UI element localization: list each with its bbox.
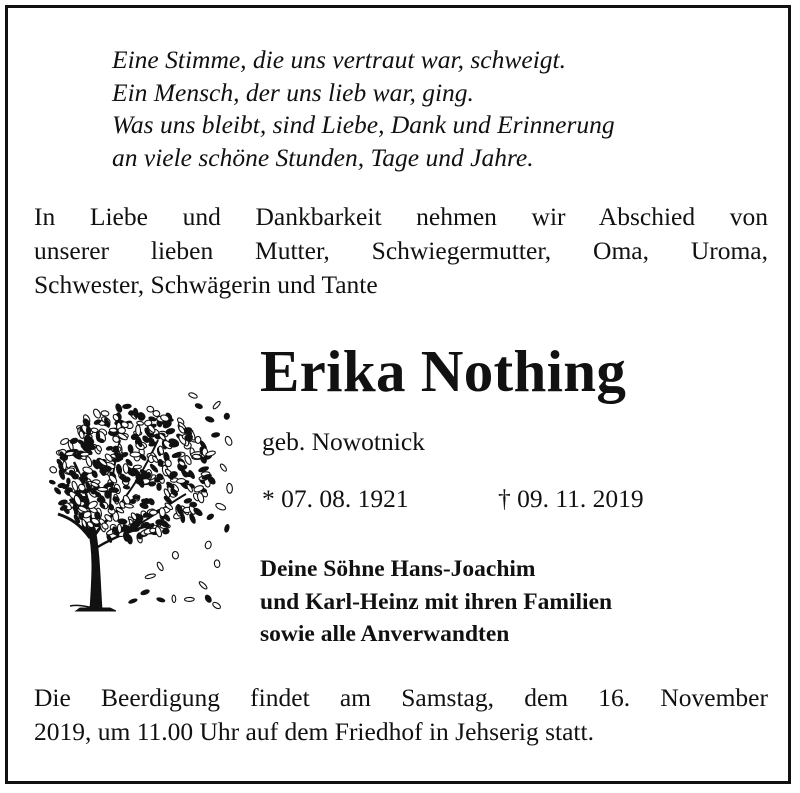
memorial-poem <box>112 44 615 174</box>
poem-line: Eine Stimme, die uns vertraut war, schweigt. <box>112 45 566 74</box>
leaf <box>69 437 78 445</box>
leaf <box>224 524 230 533</box>
leaf <box>198 581 208 590</box>
tree-in-wind-icon <box>40 378 240 614</box>
leaf <box>159 507 166 517</box>
leaf <box>109 428 117 433</box>
leaf <box>185 597 195 601</box>
leaf <box>128 598 138 605</box>
tree-leaves <box>49 392 234 610</box>
leaf <box>165 427 176 435</box>
leaf <box>171 452 182 459</box>
intro-line: Schwester, Schwägerin und Tante <box>34 270 378 299</box>
leaf <box>85 456 93 467</box>
leaf <box>194 403 203 410</box>
leaf <box>145 573 156 579</box>
mourners-list <box>260 553 612 651</box>
leaf <box>211 432 220 438</box>
leaf <box>146 406 154 413</box>
poem-line: an viele schöne Stunden, Tage und Jahre. <box>112 142 534 172</box>
leaf <box>204 541 212 550</box>
leaf <box>219 463 227 472</box>
intro-line: In Liebe und Dankbarkeit nehmen wir Abschied von <box>34 202 768 231</box>
leaf <box>128 410 136 415</box>
leaf <box>215 502 227 511</box>
farewell-intro <box>34 200 768 302</box>
leaf <box>214 560 220 568</box>
funeral-line: Die Beerdigung findet am Samstag, dem 16. November <box>34 683 768 712</box>
leaf <box>180 514 185 523</box>
leaf <box>127 444 134 453</box>
leaf <box>63 461 67 469</box>
leaf <box>172 595 176 603</box>
leaf <box>206 513 215 521</box>
leaf <box>92 408 102 419</box>
birth-name: geb. Nowotnick <box>262 427 425 456</box>
leaf <box>140 589 150 596</box>
leaf <box>204 594 213 604</box>
leaf <box>205 415 215 423</box>
leaf <box>188 392 198 399</box>
leaf <box>80 452 89 456</box>
leaf <box>114 403 123 414</box>
mourners-line: Deine Söhne Hans-Joachim <box>260 556 536 582</box>
funeral-line: 2019, um 11.00 Uhr auf dem Friedhof in Jehserig statt. <box>34 717 594 746</box>
leaf <box>192 454 201 460</box>
leaf <box>156 483 161 491</box>
leaf <box>162 528 169 534</box>
leaf <box>223 413 230 420</box>
leaf <box>123 485 130 489</box>
leaf <box>49 465 58 474</box>
leaf <box>122 477 130 483</box>
leaf <box>212 400 221 409</box>
leaf <box>122 404 131 410</box>
leaf <box>144 420 152 427</box>
leaf <box>172 551 179 559</box>
leaf <box>156 597 165 603</box>
leaf <box>177 478 186 483</box>
leaf <box>149 510 157 515</box>
leaf <box>226 483 232 493</box>
death-date: † 09. 11. 2019 <box>498 484 644 513</box>
leaf <box>49 479 56 485</box>
leaf <box>224 435 233 446</box>
leaf <box>189 502 197 507</box>
funeral-info <box>34 681 768 749</box>
mourners-line: und Karl-Heinz mit ihren Familien <box>260 588 613 615</box>
leaf <box>86 426 91 436</box>
birth-date: * 07. 08. 1921 <box>262 484 409 513</box>
deceased-name: Erika Nothing <box>260 338 627 404</box>
poem-line: Was uns bleibt, sind Liebe, Dank und Erinnerung <box>112 110 615 139</box>
mourners-line: sowie alle Anverwandten <box>260 621 510 647</box>
leaf <box>97 487 108 491</box>
leaf <box>101 410 109 416</box>
leaf <box>195 436 201 443</box>
intro-line: unserer lieben Mutter, Schwiegermutter, Oma, Uroma, <box>34 236 768 265</box>
leaf <box>212 601 222 610</box>
leaf <box>66 478 70 485</box>
leaf <box>118 428 126 434</box>
poem-line: Ein Mensch, der uns lieb war, ging. <box>112 77 474 107</box>
leaf <box>156 561 164 571</box>
leaf <box>188 513 196 525</box>
